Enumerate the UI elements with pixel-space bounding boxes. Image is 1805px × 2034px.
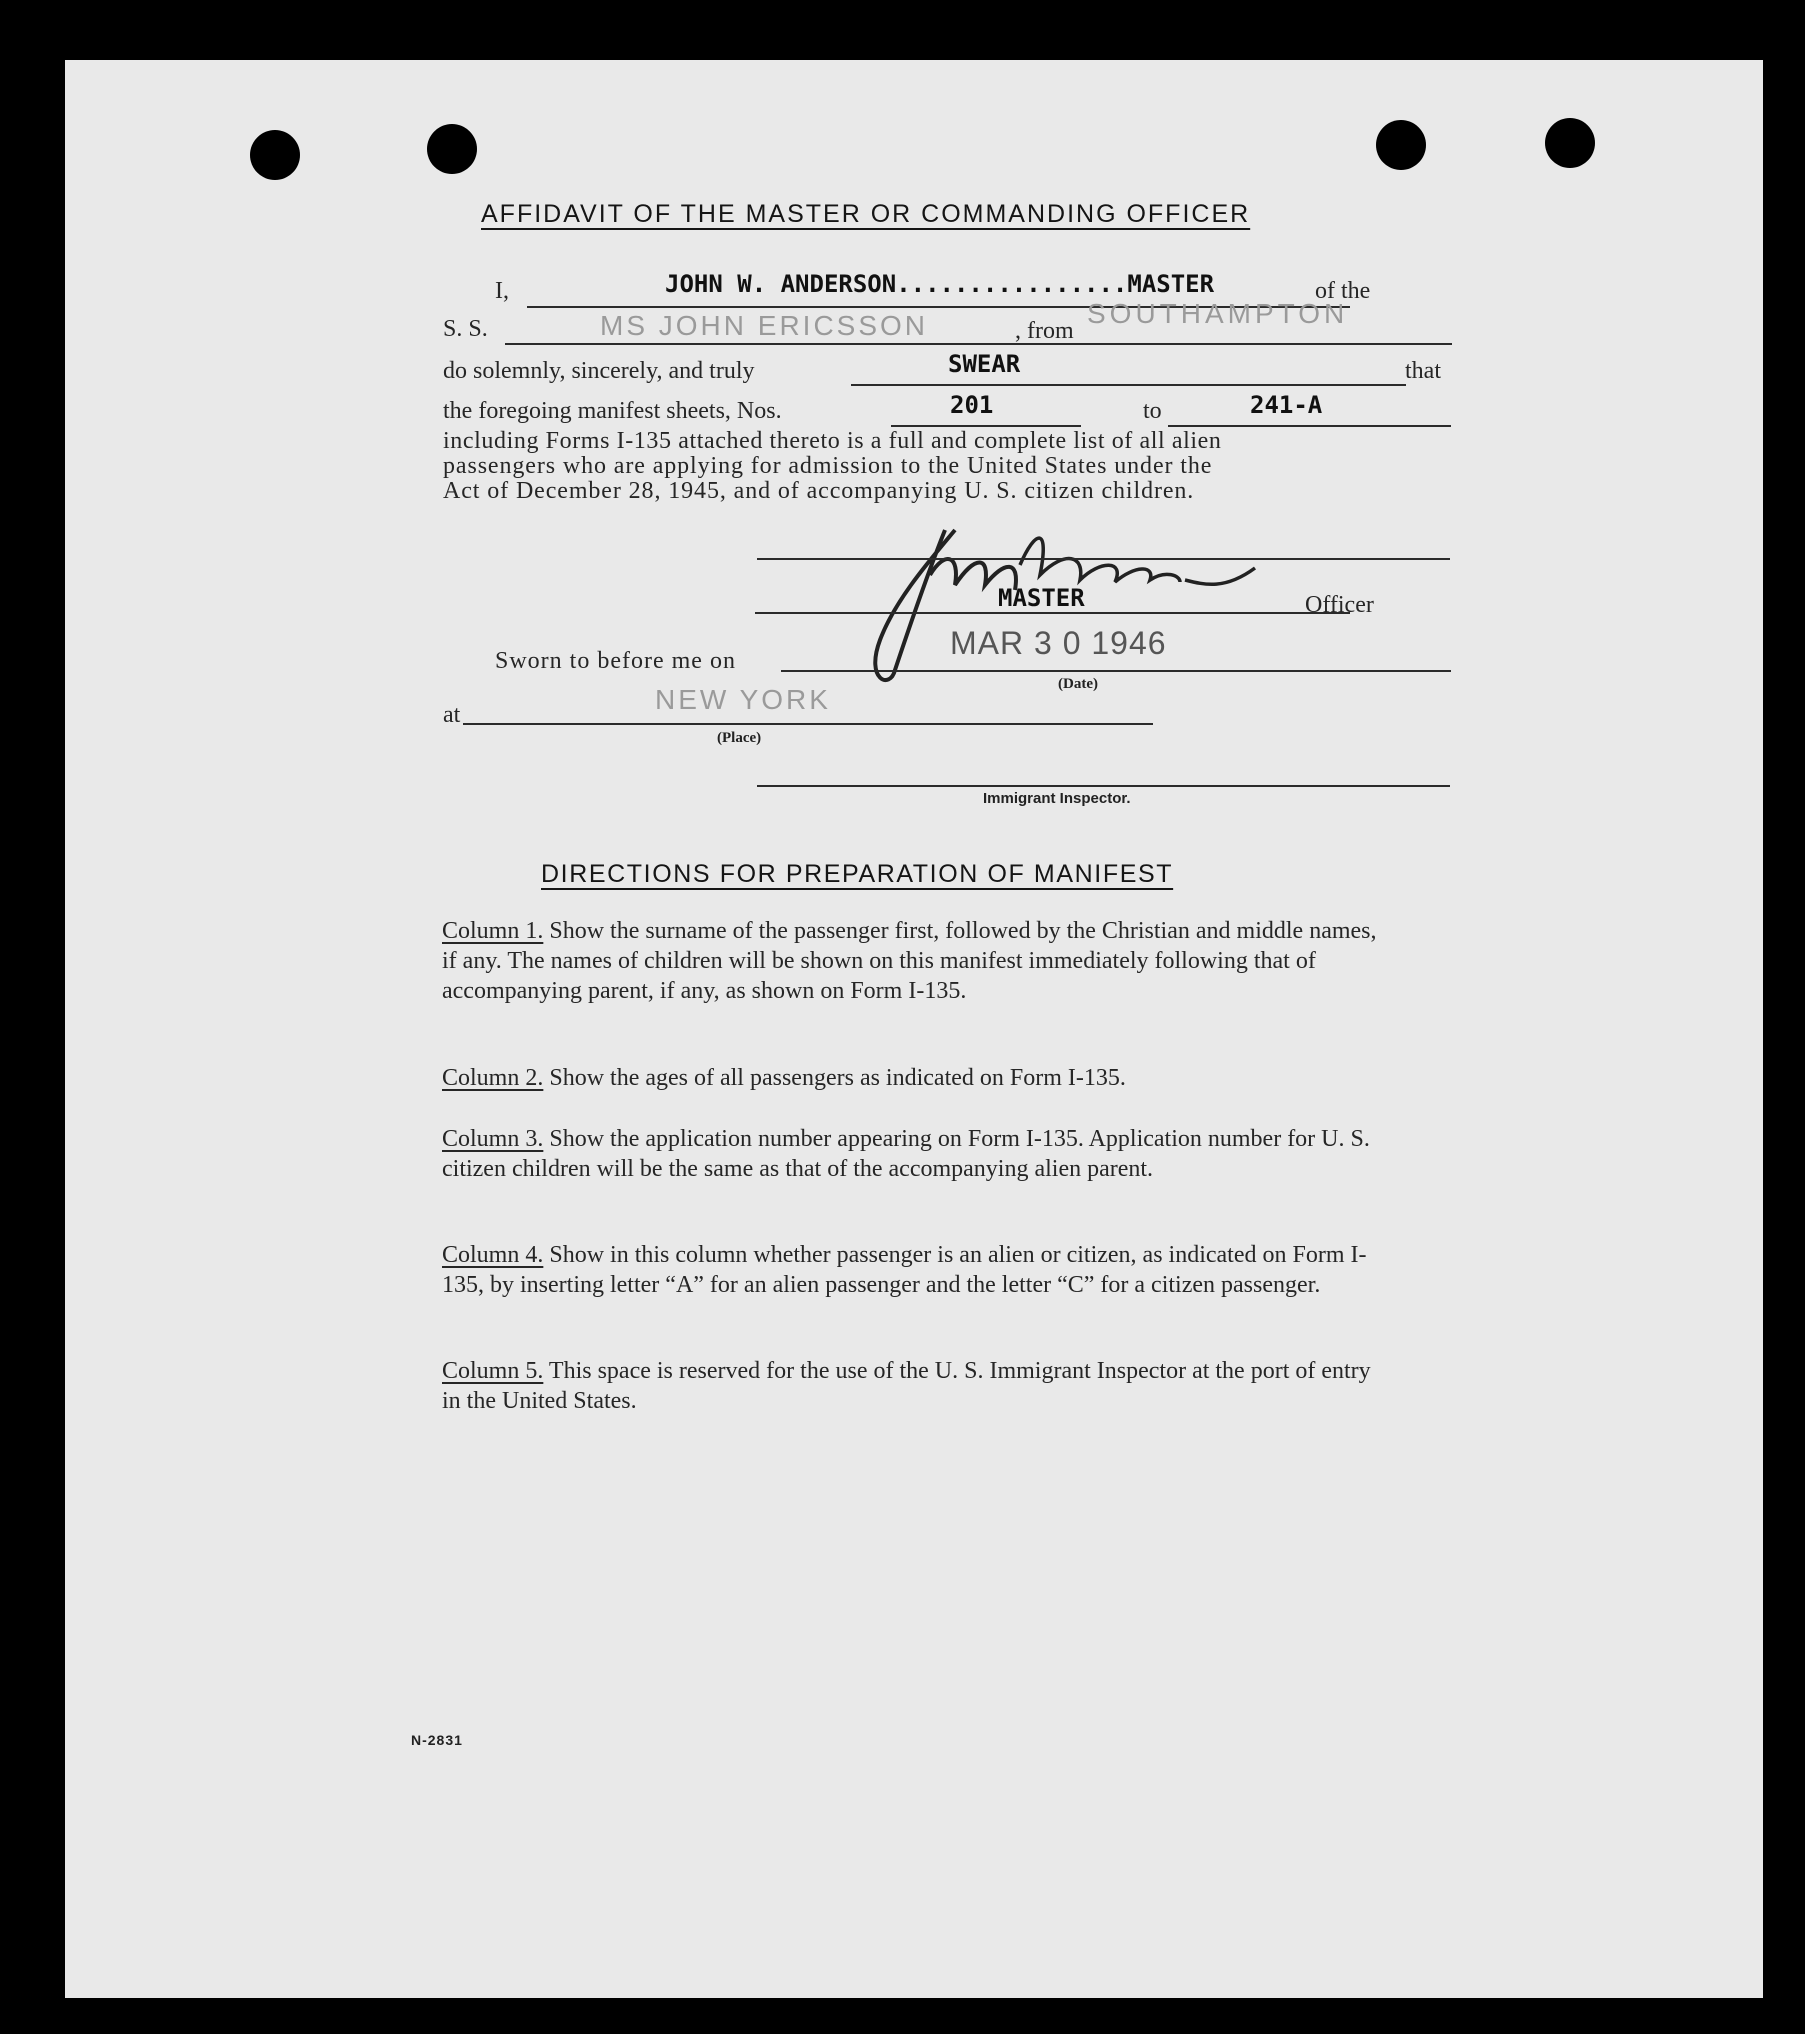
sworn-date-line xyxy=(781,670,1451,672)
punch-hole-icon xyxy=(427,124,477,174)
that-label: that xyxy=(1405,358,1441,384)
oath-line xyxy=(851,384,1406,386)
swear-prefix: do solemnly, sincerely, and truly xyxy=(443,358,755,384)
punch-hole-icon xyxy=(1376,120,1426,170)
to-label: to xyxy=(1143,398,1162,424)
direction-text: Show in this column whether passenger is an alien or citizen, as indicated on Form I-135, by inserting letter “A” for an alien passenger and the letter “C” for a citizen passenger. xyxy=(442,1242,1367,1298)
affidavit-body-line: Act of December 28, 1945, and of accompanying U. S. citizen children. xyxy=(443,478,1195,504)
sworn-label: Sworn to before me on xyxy=(495,648,736,674)
direction-text: Show the application number appearing on Form I-135. Application number for U. S. citizen children will be the same as that of the accompanying alien parent. xyxy=(442,1126,1370,1182)
master-name: JOHN W. ANDERSON................MASTER xyxy=(665,270,1215,298)
direction-label: Column 5. xyxy=(442,1358,544,1384)
direction-item xyxy=(442,1063,1388,1093)
direction-label: Column 3. xyxy=(442,1126,544,1152)
inspector-caption: Immigrant Inspector. xyxy=(983,790,1131,807)
ship-name: MS JOHN ERICSSON xyxy=(600,310,929,341)
sheet-to-line xyxy=(1168,425,1451,427)
ship-name-line xyxy=(505,343,1080,345)
punch-hole-icon xyxy=(1545,118,1595,168)
from-label: , from xyxy=(1015,318,1074,344)
direction-text: Show the surname of the passenger first, followed by the Christian and middle names, if any. The names of children will be shown on this manifest immediately following that of accompanying parent, if any, as shown on Form I-135. xyxy=(442,918,1377,1004)
place-caption: (Place) xyxy=(717,730,762,746)
handwritten-signature-icon xyxy=(835,490,1355,700)
of-the-label: of the xyxy=(1315,278,1371,304)
document-page xyxy=(65,60,1763,1998)
officer-title: MASTER xyxy=(998,584,1085,612)
direction-label: Column 4. xyxy=(442,1242,544,1268)
directions-title: DIRECTIONS FOR PREPARATION OF MANIFEST xyxy=(541,860,1174,888)
affidavit-body-line: passengers who are applying for admission to the United States under the xyxy=(443,453,1213,479)
place: NEW YORK xyxy=(655,684,831,715)
direction-text: Show the ages of all passengers as indicated on Form I-135. xyxy=(549,1065,1126,1091)
affidavit-body-line: including Forms I-135 attached thereto is a full and complete list of all alien xyxy=(443,428,1222,454)
from-port: SOUTHAMPTON xyxy=(1087,298,1349,329)
officer-label: Officer xyxy=(1305,592,1374,618)
direction-text: This space is reserved for the use of the U. S. Immigrant Inspector at the port of entry in the United States. xyxy=(442,1358,1371,1414)
date-caption: (Date) xyxy=(1058,676,1098,692)
direction-label: Column 1. xyxy=(442,918,544,944)
sheet-to: 241-A xyxy=(1250,391,1323,419)
ss-label: S. S. xyxy=(443,316,488,342)
place-line xyxy=(463,723,1153,725)
sheet-from-line xyxy=(891,425,1081,427)
sworn-date: MAR 3 0 1946 xyxy=(950,625,1167,661)
inspector-line xyxy=(757,785,1450,787)
direction-label: Column 2. xyxy=(442,1065,544,1091)
direction-item xyxy=(442,916,1388,1006)
direction-item xyxy=(442,1240,1388,1300)
sheet-from: 201 xyxy=(950,391,994,419)
punch-hole-icon xyxy=(250,130,300,180)
affidavit-i-label: I, xyxy=(495,278,509,304)
affidavit-title: AFFIDAVIT OF THE MASTER OR COMMANDING OFFICER xyxy=(481,200,1251,228)
from-port-line xyxy=(1080,343,1452,345)
direction-item xyxy=(442,1356,1388,1416)
form-number: N-2831 xyxy=(411,1732,463,1748)
at-label: at xyxy=(443,702,461,728)
oath-word: SWEAR xyxy=(948,350,1021,378)
sheets-prefix: the foregoing manifest sheets, Nos. xyxy=(443,398,782,424)
signature-line xyxy=(757,558,1450,560)
direction-item xyxy=(442,1124,1388,1184)
officer-line xyxy=(755,612,1350,614)
